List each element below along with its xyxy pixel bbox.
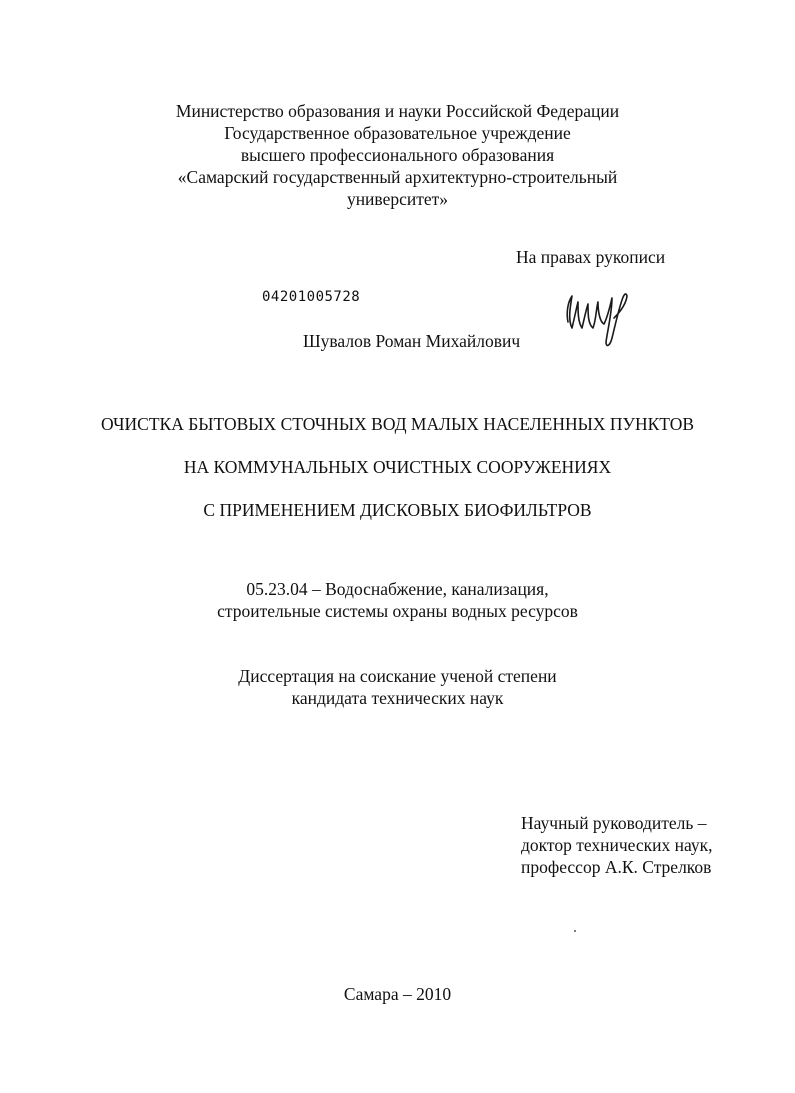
header-line: «Самарский государственный архитектурно-строительный [177,167,618,187]
supervisor-line: профессор А.К. Стрелков [521,857,712,877]
degree-line: кандидата технических наук [291,688,504,708]
supervisor [521,812,713,878]
scan-speck [574,930,576,932]
specialty [0,578,795,622]
author-name: Шувалов Роман Михайлович [303,331,521,351]
author-signature [560,282,635,352]
header-line: высшего профессионального образования [240,145,555,165]
header-line: Министерство образования и науки Российской Федерации [175,101,620,121]
title-line: ОЧИСТКА БЫТОВЫХ СТОЧНЫХ ВОД МАЛЫХ НАСЕЛЕННЫХ ПУНКТОВ [100,414,695,434]
manuscript-note: На правах рукописи [516,247,666,267]
supervisor-line: Научный руководитель – [521,813,707,833]
title-line: С ПРИМЕНЕНИЕМ ДИСКОВЫХ БИОФИЛЬТРОВ [203,500,592,520]
degree-statement [0,665,795,709]
header-line: университет» [346,189,449,209]
institution-header [0,100,795,210]
specialty-line: строительные системы охраны водных ресурсов [217,601,578,621]
header-line: Государственное образовательное учреждение [224,123,571,143]
catalog-code: 04201005728 [262,289,361,305]
specialty-line: 05.23.04 – Водоснабжение, канализация, [246,579,549,599]
title-line: НА КОММУНАЛЬНЫХ ОЧИСТНЫХ СООРУЖЕНИЯХ [183,457,612,477]
supervisor-line: доктор технических наук, [521,835,713,855]
degree-line: Диссертация на соискание ученой степени [238,666,557,686]
city-year: Самара – 2010 [343,984,452,1004]
